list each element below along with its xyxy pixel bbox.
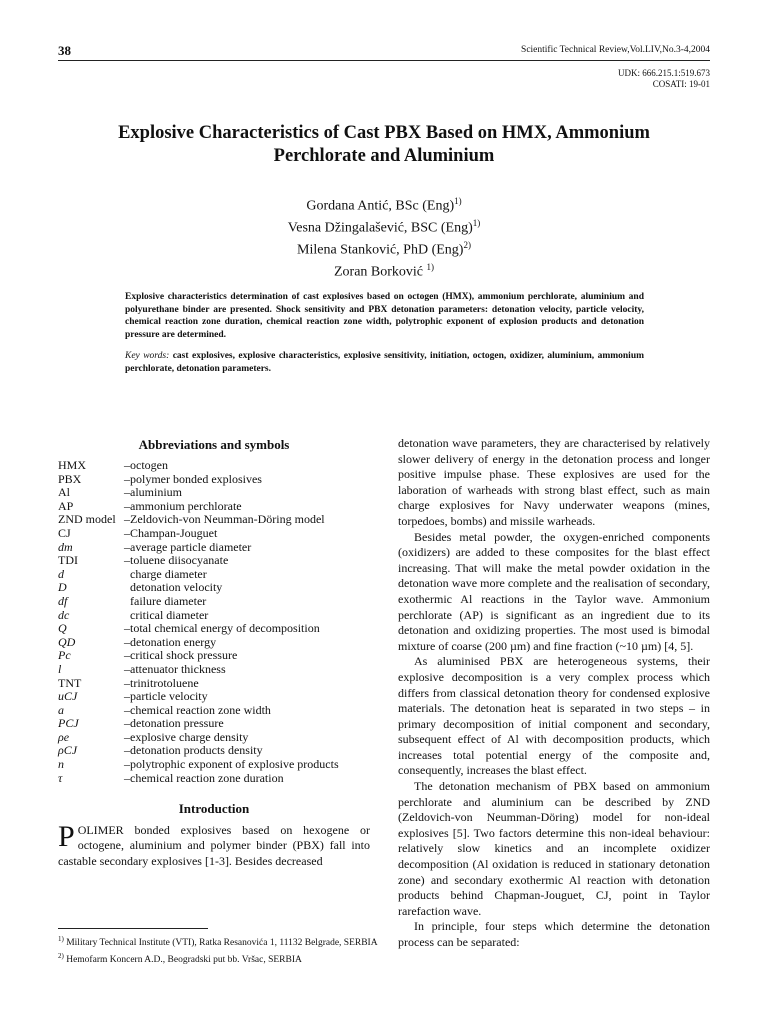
abbreviation-symbol: a [58,702,64,717]
abbreviation-symbol: TNT [58,675,82,690]
abbreviation-row [58,649,370,663]
footnote-rule [58,928,208,929]
paper-title [60,122,708,168]
abbreviation-row [58,758,370,772]
abbreviation-symbol: τ [58,770,63,785]
footnote [58,950,378,967]
abbreviation-definition: –total chemical energy of decomposition [124,621,320,636]
paragraph: In principle, four steps which determine the detonation process can be separated: [398,919,710,949]
abbreviation-row [58,677,370,691]
drop-cap: P [58,820,75,854]
abbreviation-symbol: dc [58,607,70,622]
abbreviation-definition: –detonation products density [124,743,263,758]
abbreviation-row [58,500,370,514]
author: Vesna Džingalašević, BSC (Eng)$^{1)}$ [287,218,481,236]
affiliation-mark: 1) [472,218,481,229]
affiliation-mark: 1) [454,196,462,206]
abbreviation-definition: –detonation energy [124,634,217,649]
abbreviation-definition: –detonation pressure [124,716,224,731]
abbreviation-symbol: PBX [58,471,82,486]
abbreviation-symbol: AP [58,498,74,513]
title-line-1: Explosive Characteristics of Cast PBX Based on HMX, Ammonium [118,123,650,143]
abbreviation-symbol: HMX [58,458,87,472]
abbreviation-symbol: d [58,566,64,581]
header-rule [58,60,710,61]
abbreviation-symbol: ZND model [58,512,116,527]
abbreviation-row [58,595,370,609]
abbreviation-definition: –Zeldovich-von Neumman-Döring model [124,512,325,527]
affiliation-mark: 1) [426,262,435,273]
left-column [58,436,370,869]
abbreviation-definition: –ammonium perchlorate [124,498,242,513]
abbreviation-row [58,554,370,568]
abbreviations-table [58,459,370,785]
introduction-text [58,820,370,869]
footnote-text: Military Technical Institute (VTI), Ratka Resanovića 1, 11132 Belgrade, SERBIA [63,938,378,949]
footnote-text: Hemofarm Koncern A.D., Beogradski put bb. Vršac, SERBIA [63,954,302,965]
paragraph: The detonation mechanism of PBX based on ammonium perchlorate and aluminium can be described by ZND (Zeldovich-von Neumman-Döring) model for non-ideal explosives [5]. Two factors determine this non-ideal behaviour: relatively slow kinetics and an incomplete oxidizer decomposition (Al oxidation is reduced in stationary detonation zone) and secondary exothermic Al reaction with detonation products behind Chapman-Jouguet, CJ, point in Taylor rarefaction wave. [398,779,710,918]
abbreviation-definition: –aluminium [124,485,182,500]
footnote-mark: 2) [58,951,64,960]
abbreviation-symbol: Al [58,485,70,500]
author: Gordana Antić, BSc (Eng)$^{1)}$ [306,196,462,214]
abstract: Explosive characteristics determination of cast explosives based on octogen (HMX), ammonium perchlorate, aluminium and polyurethane binder are presented. Shock sensitivity and PBX detonation parameters: detonation velocity, particle velocity, chemical reaction zone duration, chemical reaction zone width, polytrophic exponent of explosion products and detonation pressure are determined. [125,292,644,340]
classification-codes [618,68,710,90]
introduction-paragraph: OLIMER bonded explosives based on hexogene or octogene, aluminium and polymer binder (PBX) fall into castable secondary explosives [1-3]. Besides decreased [58,823,370,868]
abbreviation-definition: –particle velocity [124,689,208,704]
cosati-code: COSATI: 19-01 [652,79,710,89]
keywords [125,350,644,375]
abbreviation-row [58,622,370,636]
abbreviation-row [58,581,370,595]
abbreviation-row [58,772,370,786]
abbreviation-definition: –trinitrotoluene [124,675,199,690]
abbreviation-row [58,513,370,527]
abbreviation-definition: detonation velocity [124,580,223,595]
abbreviation-row [58,459,370,473]
keywords-text: cast explosives, explosive characteristics, explosive sensitivity, initiation, octogen, oxidizer, aluminium, ammonium perchlorate, detonation parameters. [125,351,645,374]
abbreviation-row [58,690,370,704]
paragraph: As aluminised PBX are heterogeneous systems, their explosive decomposition is a very complex process which differs from classical detonation theory for condensed explosive materials. The detonation heat is separated in two steps – in primary decomposition of initial component and secondary, subsequent effect of Al with decomposition products, which increases total potential energy of the composite and, consequently, increases the blast effect. [398,654,710,778]
abbreviation-row [58,663,370,677]
abbreviation-symbol: QD [58,634,76,649]
abbreviation-definition: –polymer bonded explosives [124,471,262,486]
abbreviation-symbol: uCJ [58,689,78,704]
footnotes [58,933,378,966]
right-column [398,436,710,951]
abbreviation-definition: failure diameter [124,593,207,608]
abbreviation-symbol: n [58,757,64,772]
abbreviations-heading: Abbreviations and symbols [138,437,290,452]
abbreviation-row [58,486,370,500]
abbreviation-definition: charge diameter [124,566,207,581]
abbreviation-row [58,541,370,555]
abbreviation-row [58,609,370,623]
abbreviation-symbol: Pc [58,648,71,663]
author-list [180,193,588,282]
abbreviation-symbol: dm [58,539,73,554]
abbreviation-definition: –polytrophic exponent of explosive products [124,757,339,772]
abbreviation-symbol: D [58,580,67,595]
introduction-heading: Introduction [178,801,250,817]
abbreviation-row [58,568,370,582]
page-number: 38 [58,43,71,58]
abbreviation-definition: –critical shock pressure [124,648,238,663]
abbreviation-symbol: df [58,593,68,608]
abbreviation-row [58,636,370,650]
abbreviation-row [58,744,370,758]
paragraph: Besides metal powder, the oxygen-enriched components (oxidizers) are added to these composites for the blast effect increasing. That will make the metal powder oxidation in the detonation wave more complete and the realisation of secondary, exothermic Al reactions in the Taylor wave. Ammonium perchlorate (AP) is significant as an ingredient due to its detonation and oxidizing properties. The most used is bimodal mixture of coarse (200 µm) and fine fraction (~10 µm) [4, 5]. [398,529,710,653]
abbreviation-row [58,473,370,487]
abbreviation-symbol: l [58,661,62,676]
abbreviation-row [58,717,370,731]
abbreviation-definition: –toluene diisocyanate [124,553,229,568]
abbreviation-definition: –Champan-Jouguet [124,525,218,540]
abbreviation-symbol: TDI [58,553,78,568]
abbreviation-definition: –chemical reaction zone duration [124,770,284,785]
abbreviation-definition: –average particle diameter [124,539,252,554]
abbreviation-symbol: Q [58,621,67,636]
keywords-label: Key words: [125,351,170,361]
udk-code: UDK: 666.215.1:519.673 [618,68,710,78]
paragraph: detonation wave parameters, they are characterised by relatively slower delivery of energy in the detonation process and longer positive impulse phase. These explosives are used for the laboration of warheads with strong blast effect, such as main charge explosives for Navy underwater weapons (mines, torpedoes, bombs) and missile warheads. [398,436,710,528]
footnote-mark: 1) [58,935,64,943]
footnote [58,933,378,950]
abbreviation-definition: –octogen [124,458,168,472]
author: Milena Stanković, PhD (Eng)$^{2)}$ [297,240,471,258]
author: Zoran Borković $^{1)}$ [333,262,435,281]
abbreviation-symbol: ρCJ [58,743,78,758]
journal-reference: Scientific Technical Review,Vol.LIV,No.3-4,2004 [521,45,710,55]
abbreviation-definition: –explosive charge density [124,729,249,744]
abbreviation-row [58,704,370,718]
abbreviation-symbol: ρe [58,729,70,744]
abbreviation-symbol: PCJ [58,716,79,731]
abbreviation-row [58,731,370,745]
abbreviation-definition: critical diameter [124,607,209,622]
abbreviation-definition: –attenuator thickness [124,661,226,676]
abbreviation-symbol: CJ [58,525,71,540]
affiliation-mark: 2) [463,240,471,251]
abbreviation-definition: –chemical reaction zone width [124,702,271,717]
title-line-2: Perchlorate and Aluminium [273,146,495,166]
abbreviation-row [58,527,370,541]
